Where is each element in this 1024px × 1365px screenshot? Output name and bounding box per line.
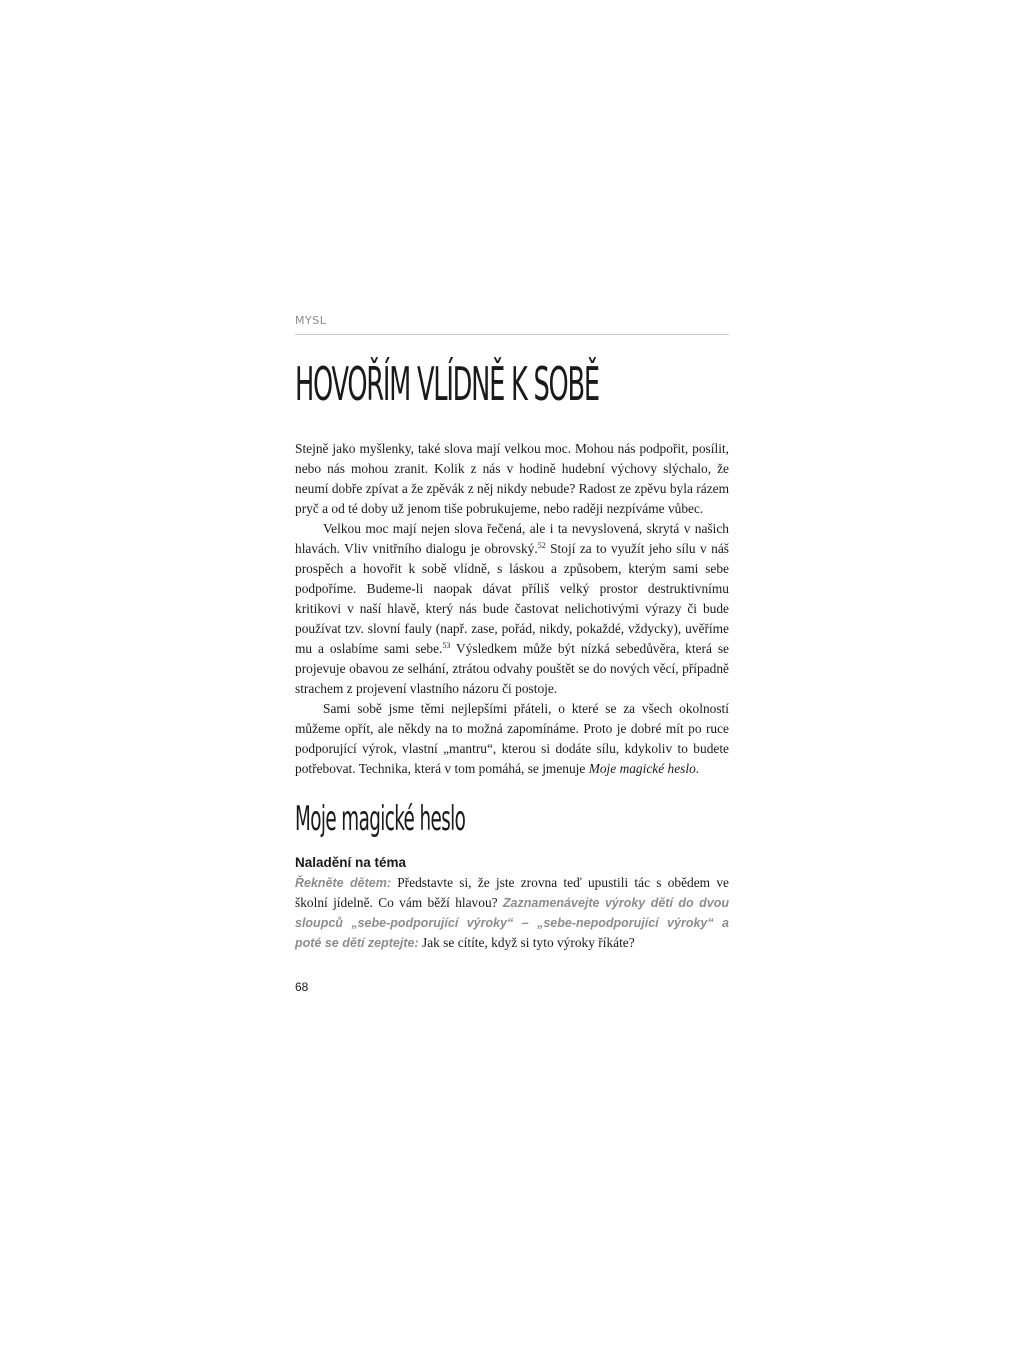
instruction-1: Řekněte dětem: — [295, 876, 391, 890]
paragraph-3 — [295, 699, 729, 779]
paragraph-2-part-a: Velkou moc mají nejen slova řečená, ale i ta nevyslovená, skrytá v našich hlavách. Vliv vnitřního dialogu je obrovský. — [295, 521, 729, 556]
technique-name: Moje magické heslo — [588, 761, 696, 776]
paragraph-2-part-c: Výsledkem může být nízká sebedůvěra, která se projevuje obavou ze selhání, ztrátou odvahy pouštět se do nových věcí, případně strachem z projevení vlastního názoru či postoje. — [295, 641, 729, 696]
page-title: HOVOŘÍM VLÍDNĚ K SOBĚ — [295, 357, 599, 411]
section-subheading: Moje magické heslo — [295, 799, 466, 839]
paragraph-1: Stejně jako myšlenky, také slova mají velkou moc. Mohou nás podpořit, posílit, nebo nás mohou zranit. Kolik z nás v hodině hudební výchovy slýchalo, že neumí dobře zpívat a že zpěvák z něj nikdy nebude? Radost ze zpěvu byla rázem pryč a od té doby už jenom tiše pobrukujeme, nebo raději nezpíváme vůbec. — [295, 441, 729, 516]
paragraph-2 — [295, 519, 729, 699]
book-page — [295, 312, 729, 995]
section-label: MYSL — [295, 314, 327, 327]
page-number: 68 — [295, 980, 309, 994]
instruction-2: Zaznamenávejte výroky dětí do dvou sloupců „sebe-podporující výroky“ – „sebe-nepodporující výroky“ a poté se dětí zeptejte: — [295, 896, 729, 950]
exercise-text-2: Jak se cítíte, když si tyto výroky říkáte? — [418, 935, 635, 950]
header-rule — [295, 334, 729, 335]
footnote-ref-53: 53 — [442, 641, 451, 650]
paragraph-3-part-a: Sami sobě jsme těmi nejlepšími přáteli, o které se za všech okolností můžeme opřít, ale někdy na to možná zapomínáme. Proto je dobré mít po ruce podporující výrok, vlastní „mantru“, kterou si dodáte sílu, kdykoliv to budete potřebovat. Technika, která v tom pomáhá, se jmenuje — [295, 701, 729, 776]
paragraph-2-part-b: Stojí za to využít jeho sílu v náš prospěch a hovořit k sobě vlídně, s láskou a způsobem, kterým sami sebe podpoříme. Budeme-li naopak dávat příliš velký prostor destruktivnímu kritikovi v naší hlavě, který nás bude častovat nelichotivými výrazy či bude používat tzv. slovní fauly (např. zase, pořád, nikdy, pokaždé, vždycky), uvěříme mu a oslabíme sami sebe. — [295, 541, 729, 656]
minor-heading: Naladění na téma — [295, 855, 407, 870]
footnote-ref-52: 52 — [537, 541, 546, 550]
exercise-paragraph — [295, 873, 729, 953]
paragraph-3-end: . — [695, 761, 700, 776]
exercise-text-1: Představte si, že jste zrovna teď upustili tác s obědem ve školní jídelně. Co vám běží hlavou? — [295, 875, 729, 910]
